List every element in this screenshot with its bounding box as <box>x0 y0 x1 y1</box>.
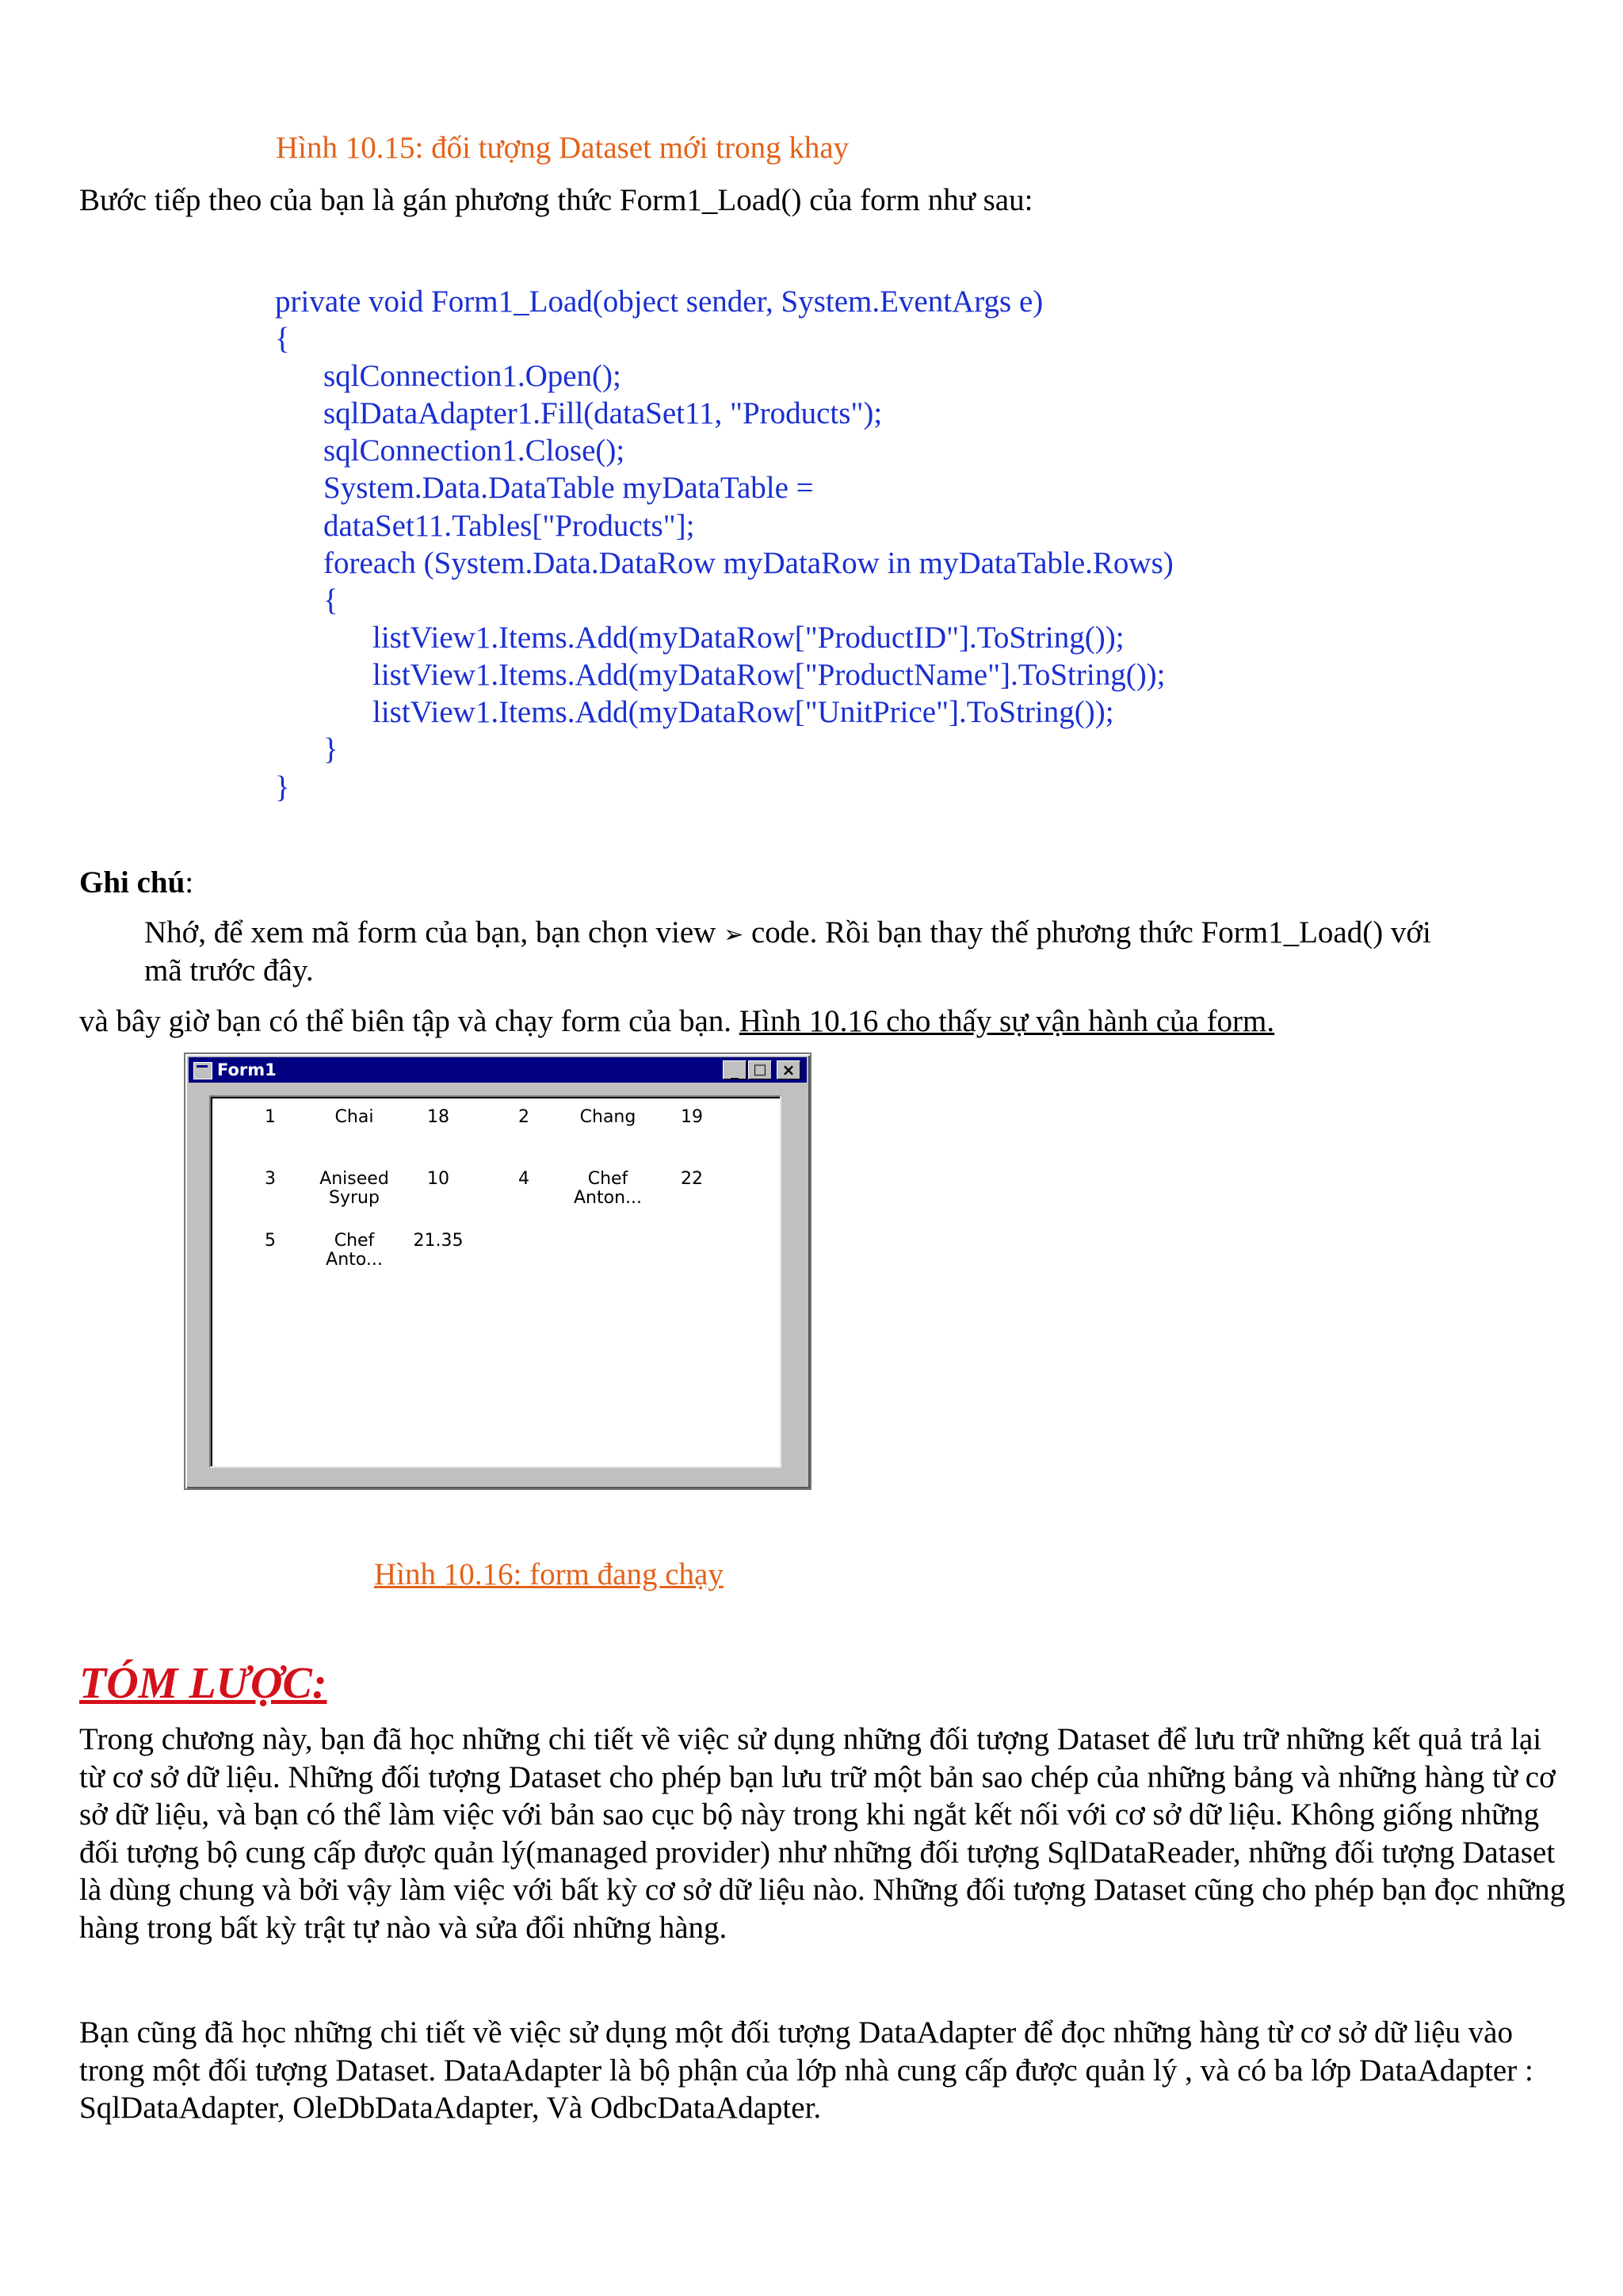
list-item[interactable]: Chang <box>579 1107 636 1127</box>
summary-paragraph-2: Bạn cũng đã học những chi tiết về việc sử dụng một đối tượng DataAdapter để đọc những hàng từ cơ sở dữ liệu vào trong một đối tượng Dataset. DataAdapter là bộ phận của lớp nhà cung cấp được quản lý , và có ba lớp DataAdapter : SqlDataAdapter, OleDbDataAdapter, Và OdbcDataAdapter. <box>79 2015 1533 2125</box>
note-line-1 <box>144 914 1431 953</box>
code-line: listView1.Items.Add(myDataRow["ProductName"].ToString()); <box>372 658 1166 692</box>
list-view[interactable] <box>209 1095 781 1468</box>
list-item[interactable]: 21.35 <box>413 1231 464 1251</box>
maximize-button[interactable]: □ <box>748 1060 772 1079</box>
note-line-1-start: Nhớ, để xem mã form của bạn, bạn chọn view <box>144 915 716 949</box>
list-item[interactable]: Chef Anton... <box>573 1169 642 1208</box>
note-label: Ghi chú <box>79 865 185 900</box>
note-line-2: mã trước đây. <box>144 953 314 988</box>
code-line: sqlConnection1.Close(); <box>323 434 625 468</box>
window-app-icon[interactable] <box>193 1062 212 1079</box>
figure-caption-10-16: Hình 10.16: form đang chạy <box>374 1557 724 1591</box>
list-item[interactable]: Chai <box>334 1107 374 1127</box>
figure-caption-10-15: Hình 10.15: đối tượng Dataset mới trong khay <box>276 131 850 165</box>
list-item[interactable]: 10 <box>427 1169 449 1189</box>
window-title: Form1 <box>217 1060 277 1079</box>
list-item[interactable]: 5 <box>265 1231 276 1251</box>
code-line: private void Form1_Load(object sender, System.EventArgs e) <box>275 285 1044 319</box>
arrowhead-right-icon: ➢ <box>724 921 744 949</box>
run-text-figure-reference: Hình 10.16 cho thấy sự vận hành của form. <box>739 1004 1275 1038</box>
list-item[interactable]: 22 <box>681 1169 703 1189</box>
close-button[interactable]: × <box>777 1060 800 1079</box>
list-item[interactable]: 3 <box>265 1169 276 1189</box>
intro-text: Bước tiếp theo của bạn là gán phương thức Form1_Load() của form như sau: <box>79 183 1033 217</box>
code-line: { <box>323 583 338 617</box>
list-item[interactable]: 1 <box>265 1107 276 1127</box>
list-item[interactable]: 18 <box>427 1107 449 1127</box>
code-line: listView1.Items.Add(myDataRow["ProductID"].ToString()); <box>372 621 1125 655</box>
list-item[interactable]: 4 <box>518 1169 529 1189</box>
code-line: foreach (System.Data.DataRow myDataRow in myDataTable.Rows) <box>323 546 1174 580</box>
summary-heading: TÓM LƯỢC: <box>79 1659 327 1708</box>
code-line: } <box>323 732 338 766</box>
run-text-plain: và bây giờ bạn có thể biên tập và chạy form của bạn. <box>79 1004 739 1038</box>
code-line: } <box>275 770 290 804</box>
note-colon: : <box>185 865 194 900</box>
minimize-button[interactable]: _ <box>723 1060 747 1079</box>
title-bar[interactable] <box>189 1057 807 1083</box>
code-line: System.Data.DataTable myDataTable = <box>323 471 814 505</box>
list-item[interactable]: 2 <box>518 1107 529 1127</box>
run-text <box>79 1003 1274 1040</box>
note-line-1-end: code. Rồi bạn thay thế phương thức Form1_Load() với <box>750 915 1431 949</box>
code-line: sqlConnection1.Open(); <box>323 359 621 393</box>
form1-window <box>184 1052 812 1490</box>
list-item[interactable]: 19 <box>681 1107 703 1127</box>
code-line: sqlDataAdapter1.Fill(dataSet11, "Products"); <box>323 396 883 430</box>
summary-paragraph-1: Trong chương này, bạn đã học những chi tiết về việc sử dụng những đối tượng Dataset để lưu trữ những kết quả trả lại từ cơ sở dữ liệu. Những đối tượng Dataset cho phép bạn lưu trữ một bản sao chép của những bảng và những hàng từ cơ sở dữ liệu, và bạn có thể làm việc với bản sao cục bộ này trong khi ngắt kết nối với cơ sở dữ liệu. Không giống những đối tượng bộ cung cấp được quản lý(managed provider) như những đối tượng SqlDataReader, những đối tượng Dataset là dùng chung và bởi vậy làm việc với bất kỳ cơ sở dữ liệu nào. Những đối tượng Dataset cũng cho phép bạn đọc những hàng trong bất kỳ trật tự nào và sửa đổi những hàng. <box>79 1722 1566 1945</box>
list-item[interactable]: Aniseed Syrup <box>319 1169 389 1208</box>
code-line: { <box>275 322 290 356</box>
code-line: listView1.Items.Add(myDataRow["UnitPrice"].ToString()); <box>372 695 1114 729</box>
note-heading <box>79 864 193 901</box>
code-line: dataSet11.Tables["Products"]; <box>323 509 695 543</box>
list-item[interactable]: Chef Anto... <box>326 1231 383 1270</box>
